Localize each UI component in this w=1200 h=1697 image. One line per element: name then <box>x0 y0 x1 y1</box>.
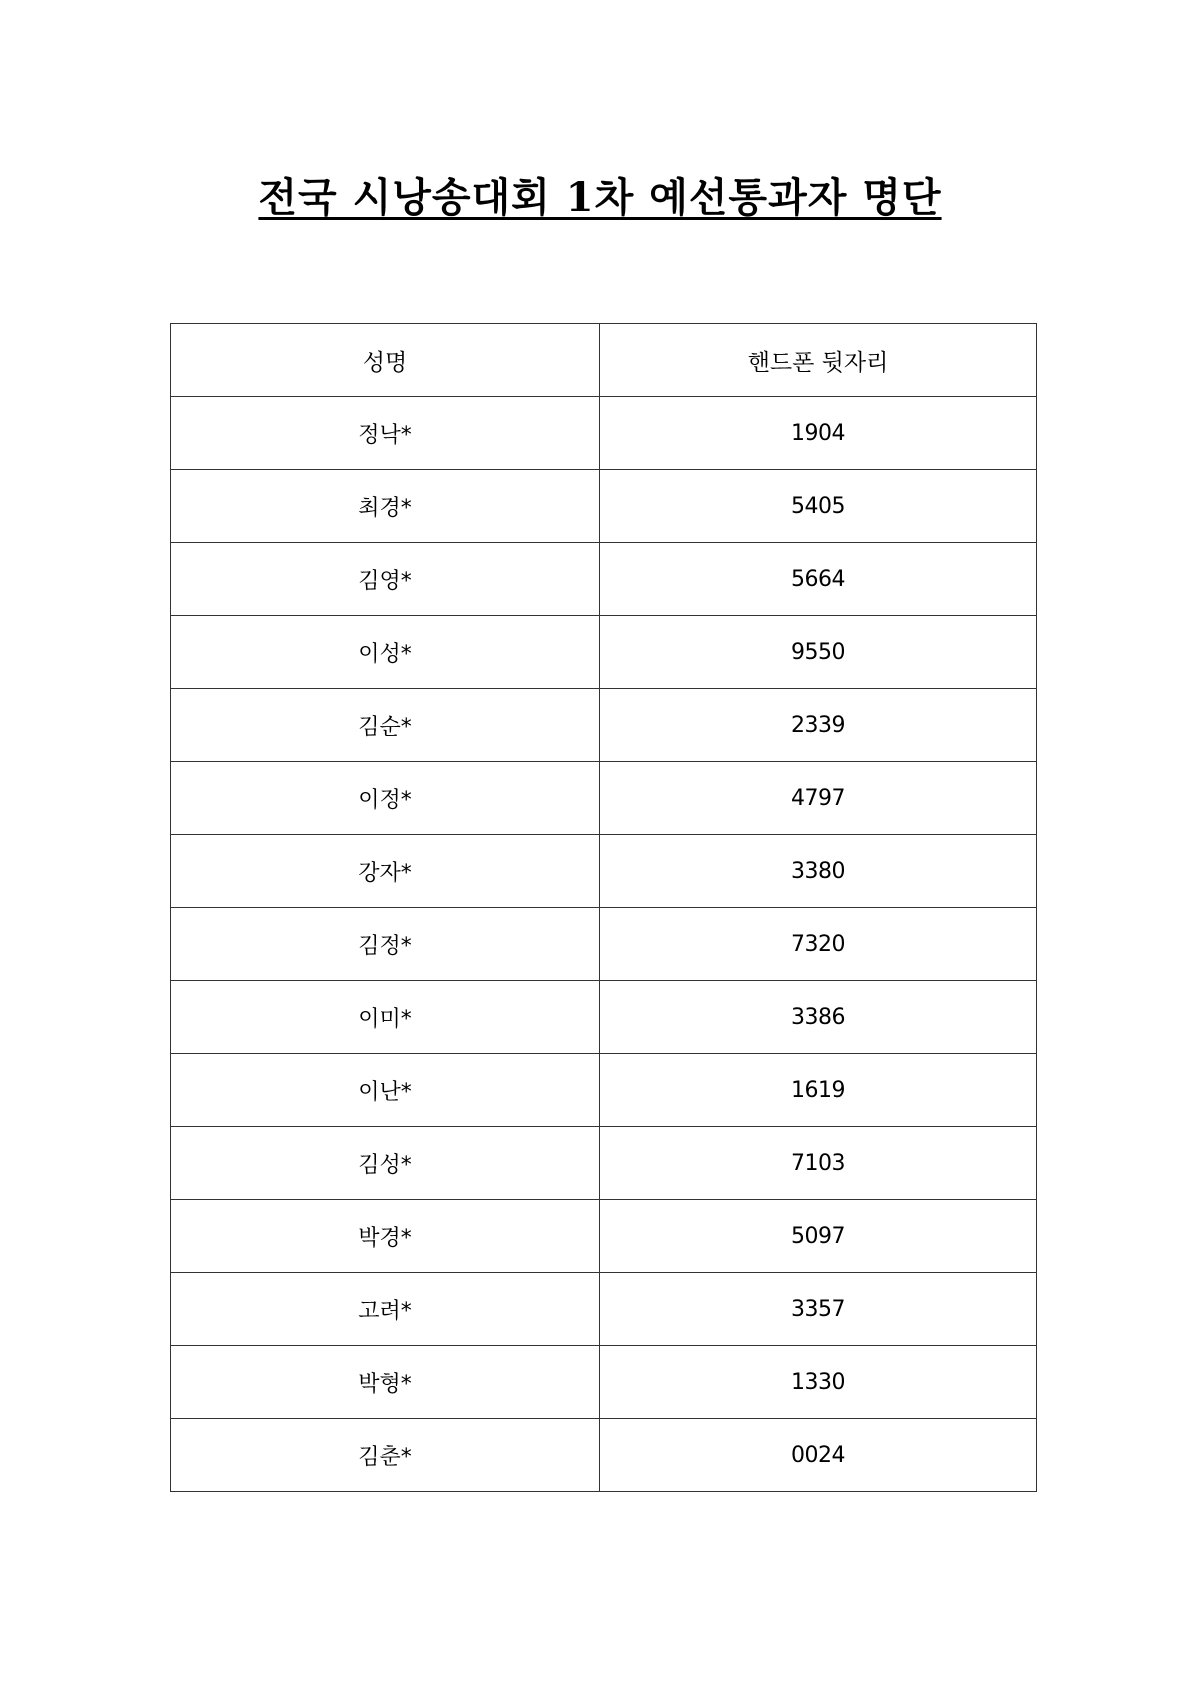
table-row <box>171 1419 1037 1492</box>
table-row <box>171 1273 1037 1346</box>
table-row <box>171 543 1037 616</box>
cell-phone-suffix: 5664 <box>600 543 1037 616</box>
cell-phone-suffix: 7320 <box>600 908 1037 981</box>
table-row <box>171 1346 1037 1419</box>
table-row <box>171 835 1037 908</box>
cell-name: 김영* <box>171 543 600 616</box>
table-row <box>171 981 1037 1054</box>
cell-name: 정낙* <box>171 397 600 470</box>
cell-name: 강자* <box>171 835 600 908</box>
cell-phone-suffix: 1330 <box>600 1346 1037 1419</box>
cell-name: 김순* <box>171 689 600 762</box>
table-row <box>171 1200 1037 1273</box>
roster-body <box>171 397 1037 1492</box>
cell-name: 김성* <box>171 1127 600 1200</box>
cell-phone-suffix: 3386 <box>600 981 1037 1054</box>
cell-name: 이성* <box>171 616 600 689</box>
cell-name: 최경* <box>171 470 600 543</box>
cell-phone-suffix: 5097 <box>600 1200 1037 1273</box>
table-row <box>171 1127 1037 1200</box>
cell-phone-suffix: 2339 <box>600 689 1037 762</box>
cell-phone-suffix: 5405 <box>600 470 1037 543</box>
cell-name: 김춘* <box>171 1419 600 1492</box>
cell-phone-suffix: 3380 <box>600 835 1037 908</box>
cell-phone-suffix: 0024 <box>600 1419 1037 1492</box>
page-title-text: 전국 시낭송대회 1차 예선통과자 명단 <box>258 174 942 221</box>
column-header-phone: 핸드폰 뒷자리 <box>600 324 1037 397</box>
cell-name: 김정* <box>171 908 600 981</box>
table-row <box>171 397 1037 470</box>
table-row <box>171 762 1037 835</box>
cell-phone-suffix: 1904 <box>600 397 1037 470</box>
cell-phone-suffix: 9550 <box>600 616 1037 689</box>
table-row <box>171 689 1037 762</box>
table-row <box>171 1054 1037 1127</box>
cell-phone-suffix: 3357 <box>600 1273 1037 1346</box>
cell-name: 이난* <box>171 1054 600 1127</box>
table-row <box>171 616 1037 689</box>
table-row <box>171 470 1037 543</box>
page-title <box>0 172 1200 224</box>
column-header-name: 성명 <box>171 324 600 397</box>
cell-phone-suffix: 7103 <box>600 1127 1037 1200</box>
cell-name: 이미* <box>171 981 600 1054</box>
table-header-row <box>171 324 1037 397</box>
cell-name: 고려* <box>171 1273 600 1346</box>
cell-name: 이정* <box>171 762 600 835</box>
cell-name: 박경* <box>171 1200 600 1273</box>
cell-name: 박형* <box>171 1346 600 1419</box>
cell-phone-suffix: 4797 <box>600 762 1037 835</box>
roster-table <box>170 323 1037 1492</box>
table-row <box>171 908 1037 981</box>
cell-phone-suffix: 1619 <box>600 1054 1037 1127</box>
